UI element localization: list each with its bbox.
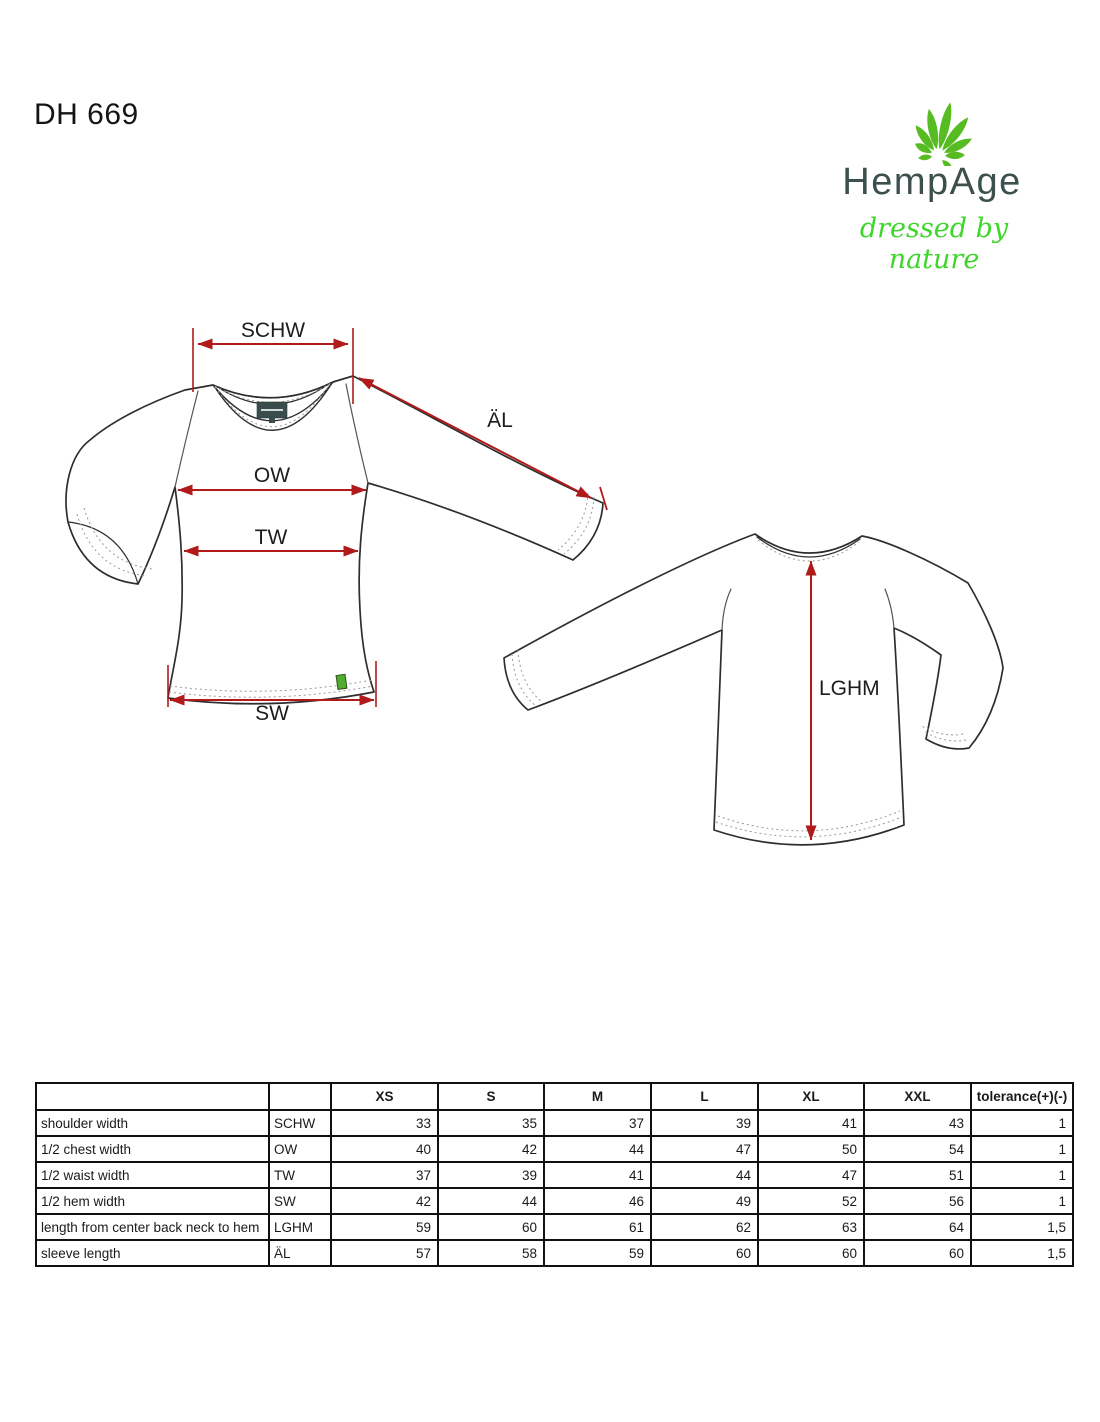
header-empty [269,1083,331,1110]
table-row [36,1188,1073,1214]
hem-tag [336,674,347,689]
row-code: SCHW [269,1110,331,1136]
row-value: 59 [544,1240,651,1266]
row-value: 46 [544,1188,651,1214]
row-value: 43 [864,1110,971,1136]
row-value: 52 [758,1188,864,1214]
row-code: LGHM [269,1214,331,1240]
row-value: 1 [971,1136,1073,1162]
row-label: length from center back neck to hem [36,1214,269,1240]
row-value: 47 [758,1162,864,1188]
row-value: 56 [864,1188,971,1214]
row-label: sleeve length [36,1240,269,1266]
header-size-s: S [438,1083,544,1110]
table-row [36,1136,1073,1162]
row-value: 37 [544,1110,651,1136]
row-code: SW [269,1188,331,1214]
row-label: 1/2 hem width [36,1188,269,1214]
row-value: 58 [438,1240,544,1266]
row-code: TW [269,1162,331,1188]
size-table [35,1082,1074,1267]
row-value: 33 [331,1110,438,1136]
table-row [36,1240,1073,1266]
table-row [36,1214,1073,1240]
ael-label: ÄL [487,409,513,432]
row-value: 60 [438,1214,544,1240]
row-code: ÄL [269,1240,331,1266]
row-label: 1/2 waist width [36,1162,269,1188]
row-value: 1 [971,1188,1073,1214]
tw-label: TW [254,526,288,549]
row-value: 1 [971,1110,1073,1136]
row-value: 63 [758,1214,864,1240]
row-value: 60 [864,1240,971,1266]
row-value: 64 [864,1214,971,1240]
row-value: 41 [758,1110,864,1136]
row-label: shoulder width [36,1110,269,1136]
row-value: 51 [864,1162,971,1188]
schw-label: SCHW [240,319,306,342]
lghm-label: LGHM [819,677,880,700]
row-value: 49 [651,1188,758,1214]
row-label: 1/2 chest width [36,1136,269,1162]
row-value: 44 [651,1162,758,1188]
row-code: OW [269,1136,331,1162]
row-value: 62 [651,1214,758,1240]
header-size-xs: XS [331,1083,438,1110]
row-value: 1,5 [971,1240,1073,1266]
row-value: 37 [331,1162,438,1188]
row-value: 1 [971,1162,1073,1188]
back-view-drawing [504,534,1003,845]
sw-label: SW [255,702,289,725]
row-value: 41 [544,1162,651,1188]
row-value: 54 [864,1136,971,1162]
header-size-l: L [651,1083,758,1110]
row-value: 60 [758,1240,864,1266]
ow-label: OW [253,464,291,487]
row-value: 50 [758,1136,864,1162]
header-tolerance: tolerance(+)(-) [971,1083,1073,1110]
row-value: 42 [331,1188,438,1214]
page-title: DH 669 [34,98,139,131]
row-value: 59 [331,1214,438,1240]
header-size-xxl: XXL [864,1083,971,1110]
header-empty [36,1083,269,1110]
row-value: 44 [544,1136,651,1162]
row-value: 57 [331,1240,438,1266]
size-table-body [36,1110,1073,1266]
row-value: 44 [438,1188,544,1214]
row-value: 39 [438,1162,544,1188]
row-value: 42 [438,1136,544,1162]
row-value: 39 [651,1110,758,1136]
header-size-m: M [544,1083,651,1110]
row-value: 47 [651,1136,758,1162]
row-value: 35 [438,1110,544,1136]
table-row [36,1162,1073,1188]
row-value: 60 [651,1240,758,1266]
table-header-row [36,1083,1073,1110]
brand-name: HempAge [842,161,1022,203]
row-value: 1,5 [971,1214,1073,1240]
row-value: 61 [544,1214,651,1240]
row-value: 40 [331,1136,438,1162]
brand-tagline: dressed by nature [859,213,1009,275]
header-size-xl: XL [758,1083,864,1110]
table-row [36,1110,1073,1136]
